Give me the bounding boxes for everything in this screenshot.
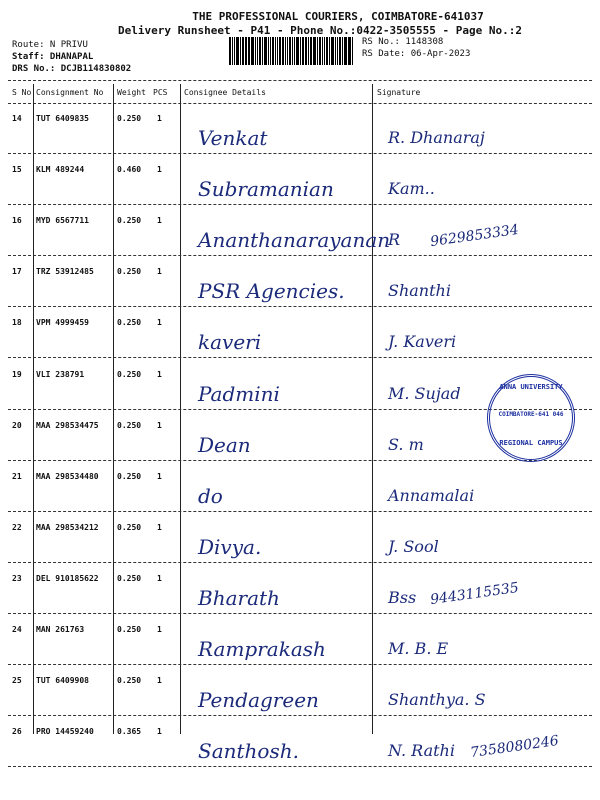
col-weight: Weight	[117, 88, 146, 97]
barcode-bar	[282, 37, 284, 65]
row-pieces: 1	[157, 676, 162, 685]
staff-label: Staff: DHANAPAL	[12, 52, 94, 62]
row-pieces: 1	[157, 421, 162, 430]
stamp-middle-text: COIMBATORE-641 046	[498, 411, 564, 418]
row-consignment-number: KLM 489244	[36, 165, 85, 174]
barcode-bar	[352, 37, 353, 65]
row-consignment-number: PRO 14459240	[36, 727, 94, 736]
row-consignee-name: Pendagreen	[198, 688, 319, 712]
route-label: Route: N PRIVU	[12, 40, 88, 50]
row-signature: M. Sujad	[388, 384, 461, 403]
barcode-bar	[236, 37, 239, 65]
row-signature: J. Kaveri	[388, 332, 457, 351]
row-weight: 0.250	[117, 421, 142, 430]
barcode-bar	[296, 37, 299, 65]
barcode-bar	[264, 37, 267, 65]
row-weight: 0.365	[117, 727, 142, 736]
barcode-bar	[305, 37, 307, 65]
barcode-bar	[246, 37, 247, 65]
row-divider	[8, 153, 592, 154]
barcode-bar	[270, 37, 271, 65]
table-row	[0, 721, 600, 772]
barcode-bar	[344, 37, 345, 65]
barcode-bar	[329, 37, 330, 65]
row-consignee-name: Santhosh.	[198, 739, 299, 763]
barcode-bar	[319, 37, 321, 65]
row-pieces: 1	[157, 216, 162, 225]
row-serial-number: 21	[12, 472, 22, 481]
row-signature: Bss	[388, 588, 417, 607]
row-consignee-name: do	[198, 484, 223, 508]
row-consignment-number: TRZ 53912485	[36, 267, 94, 276]
row-signature: N. Rathi	[388, 741, 455, 760]
row-serial-number: 17	[12, 267, 22, 276]
row-pieces: 1	[157, 574, 162, 583]
table-row	[0, 210, 600, 261]
row-divider	[8, 204, 592, 205]
col-sno: S No	[12, 88, 32, 97]
stamp-bottom-text: REGIONAL CAMPUS	[499, 439, 563, 447]
row-consignment-number: MAN 261763	[36, 625, 85, 634]
row-serial-number: 16	[12, 216, 22, 225]
row-weight: 0.250	[117, 523, 142, 532]
university-stamp	[487, 374, 575, 462]
row-pieces: 1	[157, 114, 162, 123]
col-consignee: Consignee Details	[184, 88, 266, 97]
col-consignment: Consignment No	[36, 88, 104, 97]
row-consignee-name: PSR Agencies.	[198, 279, 345, 303]
row-pieces: 1	[157, 370, 162, 379]
row-contact-number: 9629853334	[429, 221, 520, 251]
row-serial-number: 22	[12, 523, 22, 532]
row-consignee-name: Ramprakash	[198, 637, 326, 661]
row-weight: 0.250	[117, 114, 142, 123]
row-divider	[8, 562, 592, 563]
barcode-bar	[311, 37, 312, 65]
rs-number: RS No.: 1148308	[362, 37, 444, 47]
row-weight: 0.250	[117, 574, 142, 583]
barcode-bar	[326, 37, 328, 65]
barcode-bar	[322, 37, 323, 65]
row-signature: J. Sool	[388, 537, 439, 556]
row-consignment-number: MAA 298534480	[36, 472, 99, 481]
barcode-bar	[262, 37, 263, 65]
row-signature: M. B. E	[388, 639, 449, 658]
barcode-bar	[275, 37, 276, 65]
barcode-bar	[257, 37, 258, 65]
drs-label: DRS No.: DCJB114830802	[12, 64, 132, 74]
row-serial-number: 14	[12, 114, 22, 123]
row-weight: 0.460	[117, 165, 142, 174]
barcode-bar	[251, 37, 254, 65]
barcode-bar	[337, 37, 338, 65]
barcode-bar	[302, 37, 304, 65]
barcode-bar	[331, 37, 334, 65]
row-divider	[8, 357, 592, 358]
barcode-bar	[300, 37, 301, 65]
row-consignee-name: Dean	[198, 433, 251, 457]
row-pieces: 1	[157, 625, 162, 634]
row-pieces: 1	[157, 318, 162, 327]
barcode-bar	[248, 37, 250, 65]
row-signature: R. Dhanaraj	[388, 128, 485, 147]
barcode-bar	[324, 37, 325, 65]
header-divider	[8, 80, 592, 81]
row-consignee-name: Divya.	[198, 535, 262, 559]
row-weight: 0.250	[117, 216, 142, 225]
row-divider	[8, 460, 592, 461]
row-serial-number: 24	[12, 625, 22, 634]
row-contact-number: 9443115535	[429, 579, 520, 609]
barcode-bar	[240, 37, 241, 65]
row-signature: Kam..	[388, 179, 435, 198]
row-pieces: 1	[157, 727, 162, 736]
barcode-bar	[242, 37, 244, 65]
row-weight: 0.250	[117, 267, 142, 276]
row-consignee-name: Padmini	[198, 382, 280, 406]
barcode-bar	[285, 37, 286, 65]
header-subtitle: Delivery Runsheet - P41 - Phone No.:0422-3505555 - Page No.:2	[118, 24, 522, 37]
row-consignee-name: Ananthanarayanan	[198, 228, 391, 252]
table-row	[0, 568, 600, 619]
row-signature: Annamalai	[388, 486, 475, 505]
barcode-bar	[294, 37, 295, 65]
barcode-bar	[292, 37, 293, 65]
barcode-bar	[289, 37, 291, 65]
row-weight: 0.250	[117, 625, 142, 634]
row-weight: 0.250	[117, 370, 142, 379]
row-pieces: 1	[157, 472, 162, 481]
stamp-top-text: ANNA UNIVERSITY	[499, 383, 563, 391]
row-pieces: 1	[157, 165, 162, 174]
row-consignee-name: Venkat	[198, 126, 268, 150]
row-serial-number: 20	[12, 421, 22, 430]
row-serial-number: 19	[12, 370, 22, 379]
row-contact-number: 7358080246	[469, 732, 560, 762]
row-weight: 0.250	[117, 318, 142, 327]
table-row	[0, 261, 600, 312]
rs-date: RS Date: 06-Apr-2023	[362, 49, 471, 59]
barcode-bar	[255, 37, 256, 65]
row-consignment-number: VPM 4999459	[36, 318, 89, 327]
row-serial-number: 25	[12, 676, 22, 685]
table-row	[0, 517, 600, 568]
row-serial-number: 23	[12, 574, 22, 583]
barcode-bar	[229, 37, 231, 65]
row-pieces: 1	[157, 523, 162, 532]
barcode-bar	[335, 37, 336, 65]
table-row	[0, 108, 600, 159]
row-consignment-number: MAA 298534475	[36, 421, 99, 430]
row-consignee-name: Subramanian	[198, 177, 334, 201]
row-divider	[8, 766, 592, 767]
barcode	[229, 37, 353, 65]
row-consignment-number: DEL 910185622	[36, 574, 99, 583]
row-consignee-name: Bharath	[198, 586, 280, 610]
table-row	[0, 619, 600, 670]
barcode-bar	[232, 37, 233, 65]
row-signature: Shanthi	[388, 281, 451, 300]
header-company: THE PROFESSIONAL COURIERS, COIMBATORE-641037	[192, 10, 484, 23]
row-divider	[8, 664, 592, 665]
row-signature: Shanthya. S	[388, 690, 486, 709]
row-divider	[8, 715, 592, 716]
barcode-bar	[345, 37, 347, 65]
row-consignment-number: TUT 6409908	[36, 676, 89, 685]
barcode-bar	[342, 37, 343, 65]
row-weight: 0.250	[117, 676, 142, 685]
barcode-bar	[313, 37, 316, 65]
barcode-bar	[272, 37, 274, 65]
row-divider	[8, 255, 592, 256]
row-serial-number: 18	[12, 318, 22, 327]
col-pcs: PCS	[153, 88, 168, 97]
row-divider	[8, 511, 592, 512]
table-header-divider	[8, 103, 592, 104]
barcode-bar	[339, 37, 341, 65]
barcode-bar	[259, 37, 261, 65]
table-row	[0, 466, 600, 517]
row-consignee-name: kaveri	[198, 330, 262, 354]
table-row	[0, 159, 600, 210]
row-consignment-number: MAA 298534212	[36, 523, 99, 532]
row-consignment-number: TUT 6409835	[36, 114, 89, 123]
row-serial-number: 26	[12, 727, 22, 736]
barcode-bar	[277, 37, 278, 65]
row-divider	[8, 306, 592, 307]
row-pieces: 1	[157, 267, 162, 276]
row-signature: R	[388, 230, 401, 249]
row-signature: S. m	[388, 435, 424, 454]
col-signature: Signature	[377, 88, 421, 97]
table-row	[0, 670, 600, 721]
row-consignment-number: MYD 6567711	[36, 216, 89, 225]
barcode-bar	[348, 37, 351, 65]
barcode-bar	[268, 37, 269, 65]
barcode-bar	[279, 37, 282, 65]
barcode-bar	[234, 37, 235, 65]
row-serial-number: 15	[12, 165, 22, 174]
barcode-bar	[317, 37, 318, 65]
row-divider	[8, 613, 592, 614]
table-row	[0, 312, 600, 363]
barcode-bar	[287, 37, 288, 65]
row-consignment-number: VLI 238791	[36, 370, 85, 379]
barcode-bar	[310, 37, 311, 65]
barcode-bar	[308, 37, 309, 65]
barcode-bar	[245, 37, 246, 65]
row-weight: 0.250	[117, 472, 142, 481]
